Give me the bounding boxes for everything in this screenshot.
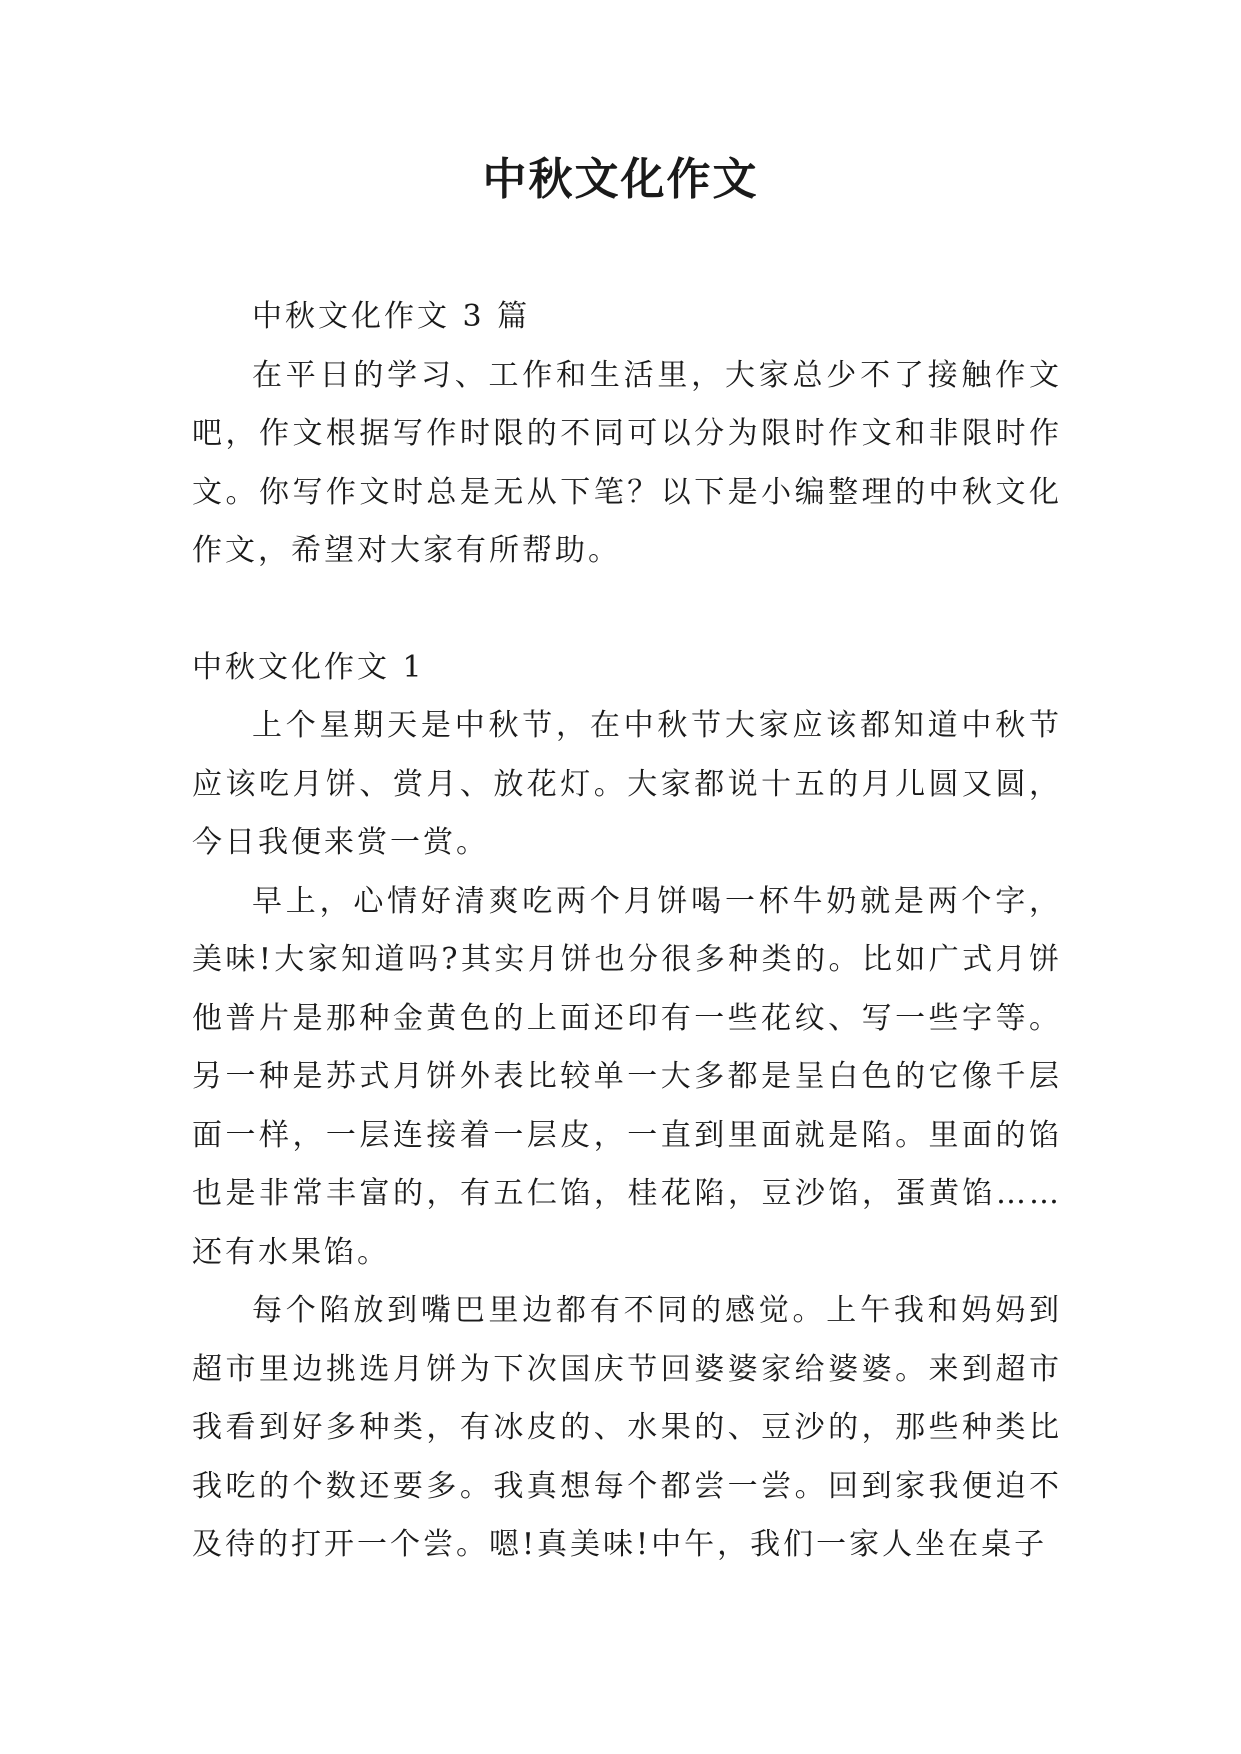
section-heading: 中秋文化作文 1: [192, 649, 425, 685]
document-title: 中秋文化作文: [482, 154, 759, 205]
document-body: [192, 288, 1062, 1575]
body-paragraph: 上个星期天是中秋节，在中秋节大家应该都知道中秋节应该吃月饼、赏月、放花灯。大家都说十五的月儿圆又圆，今日我便来赏一赏。: [192, 708, 1062, 860]
body-paragraph: 每个陷放到嘴巴里边都有不同的感觉。上午我和妈妈到超市里边挑选月饼为下次国庆节回婆婆家给婆婆。来到超市我看到好多种类，有冰皮的、水果的、豆沙的，那些种类比我吃的个数还要多。我真想每个都尝一尝。回到家我便迫不及待的打开一个尝。嗯!真美味!中午，我们一家人坐在桌子: [192, 1293, 1062, 1562]
intro-paragraph: 在平日的学习、工作和生活里，大家总少不了接触作文吧，作文根据写作时限的不同可以分为限时作文和非限时作文。你写作文时总是无从下笔？以下是小编整理的中秋文化作文，希望对大家有所帮助。: [192, 357, 1062, 568]
document-subtitle: 中秋文化作文 3 篇: [252, 299, 531, 334]
body-paragraph: 早上，心情好清爽吃两个月饼喝一杯牛奶就是两个字，美味!大家知道吗?其实月饼也分很多种类的。比如广式月饼他普片是那种金黄色的上面还印有一些花纹、写一些字等。另一种是苏式月饼外表比较单一大多都是呈白色的它像千层面一样，一层连接着一层皮，一直到里面就是陷。里面的馅也是非常丰富的，有五仁馅，桂花陷，豆沙馅，蛋黄馅……还有水果馅。: [192, 883, 1062, 1270]
